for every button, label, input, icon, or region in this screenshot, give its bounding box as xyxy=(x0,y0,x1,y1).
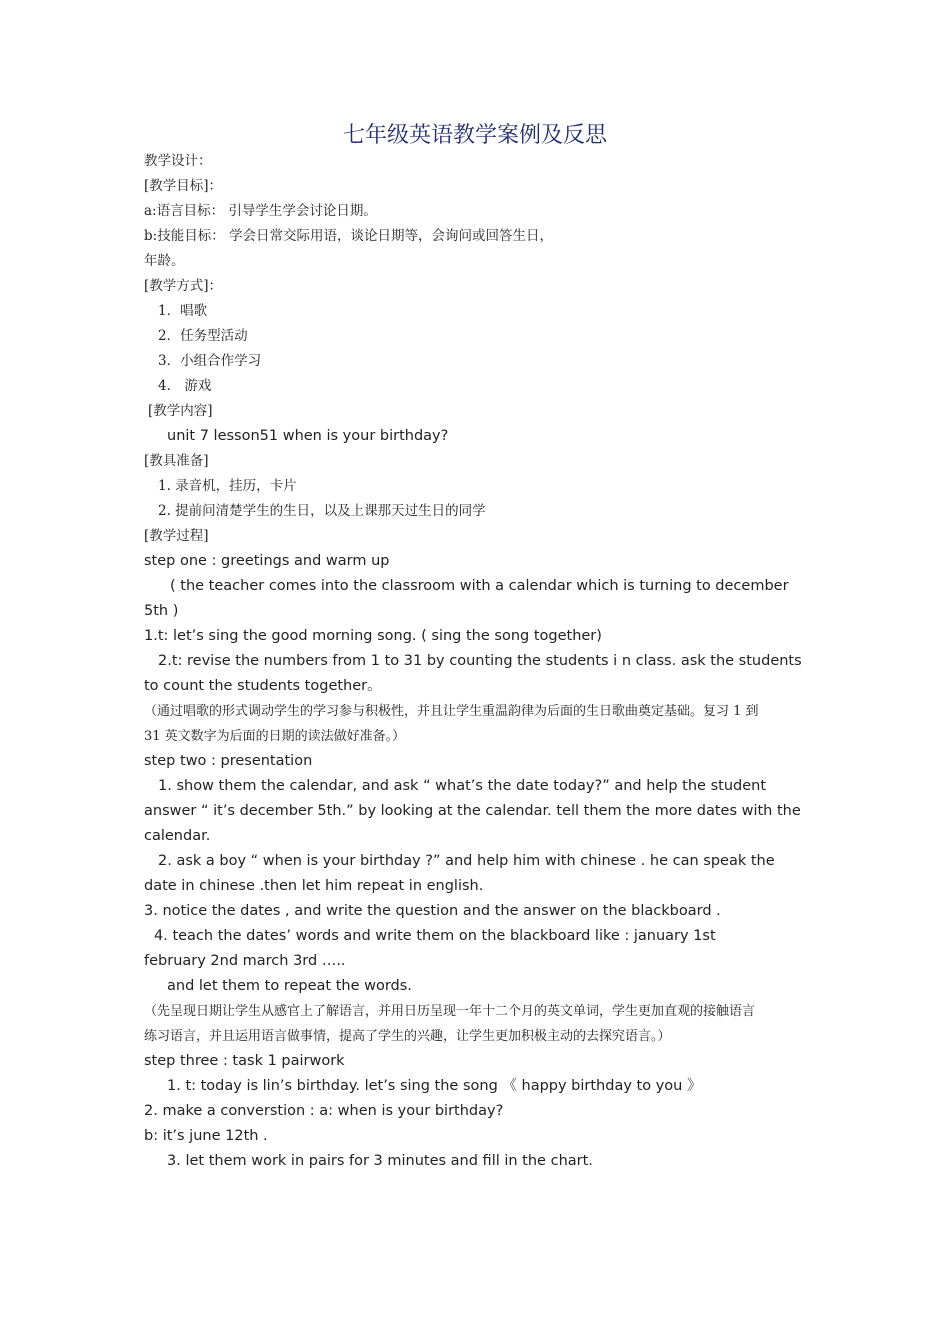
step-heading: step two : presentation xyxy=(144,753,313,769)
text-line: 年龄。 xyxy=(144,253,185,269)
text-line: and let them to repeat the words. xyxy=(167,978,412,994)
section-heading: [教学目标]： xyxy=(144,178,223,194)
text-line: ( the teacher comes into the classroom with a calendar which is turning to december xyxy=(170,578,789,594)
text-line: 5th ) xyxy=(144,603,179,619)
text-line: 1. show them the calendar, and ask “ what’s the date today?” and help the student xyxy=(158,778,767,794)
list-item: 1. 录音机，挂历，卡片 xyxy=(158,478,297,494)
section-heading: 教学设计： xyxy=(144,153,212,169)
section-heading: [教具准备] xyxy=(144,453,209,469)
note-line: （通过唱歌的形式调动学生的学习参与积极性，并且让学生重温韵律为后面的生日歌曲奠定基础。复习 1 到 xyxy=(144,704,759,719)
section-heading: [教学方式]： xyxy=(144,278,223,294)
list-item: 2．任务型活动 xyxy=(158,328,248,344)
text-line: 3. notice the dates , and write the question and the answer on the blackboard . xyxy=(144,903,721,919)
text-line: 1. t: today is lin’s birthday. let’s sing the song 《 happy birthday to you 》 xyxy=(167,1078,702,1094)
text-line: b:技能目标： 学会日常交际用语，谈论日期等，会询问或回答生日， xyxy=(144,228,553,244)
section-heading: [教学内容] xyxy=(148,403,213,419)
text-line: b: it’s june 12th . xyxy=(144,1128,268,1144)
text-line: 4. teach the dates’ words and write them on the blackboard like : january 1st xyxy=(154,928,716,944)
text-line: february 2nd march 3rd ….. xyxy=(144,953,346,969)
text-line: 2. make a converstion : a: when is your birthday? xyxy=(144,1103,504,1119)
note-line: （先呈现日期让学生从感官上了解语言，并用日历呈现一年十二个月的英文单词，学生更加直观的接触语言 xyxy=(144,1004,756,1019)
text-line: a:语言目标： 引导学生学会讨论日期。 xyxy=(144,203,377,219)
list-item: 2. 提前问清楚学生的生日，以及上课那天过生日的同学 xyxy=(158,503,486,519)
document-title: 七年级英语教学案例及反思 xyxy=(342,123,607,148)
list-item: 3．小组合作学习 xyxy=(158,353,262,369)
text-line: date in chinese .then let him repeat in english. xyxy=(144,878,484,894)
note-line: 31 英文数字为后面的日期的读法做好准备。） xyxy=(144,729,406,744)
step-heading: step one : greetings and warm up xyxy=(144,553,390,569)
text-line: 3. let them work in pairs for 3 minutes and fill in the chart. xyxy=(167,1153,593,1169)
note-line: 练习语言，并且运用语言做事情，提高了学生的兴趣，让学生更加积极主动的去探究语言。） xyxy=(144,1029,671,1044)
text-line: answer “ it’s december 5th.” by looking at the calendar. tell them the more dates with the xyxy=(144,803,801,819)
text-line: 1.t: let’s sing the good morning song. ( sing the song together) xyxy=(144,628,602,644)
text-line: calendar. xyxy=(144,828,211,844)
text-line: unit 7 lesson51 when is your birthday? xyxy=(167,428,449,444)
text-line: 2. ask a boy “ when is your birthday ?” and help him with chinese . he can speak the xyxy=(158,853,775,869)
list-item: 1．唱歌 xyxy=(158,303,208,319)
list-item: 4． 游戏 xyxy=(158,378,212,394)
text-line: 2.t: revise the numbers from 1 to 31 by counting the students i n class. ask the students xyxy=(158,653,802,669)
text-line: to count the students together。 xyxy=(144,678,382,694)
section-heading: [教学过程] xyxy=(144,528,209,544)
step-heading: step three : task 1 pairwork xyxy=(144,1053,345,1069)
